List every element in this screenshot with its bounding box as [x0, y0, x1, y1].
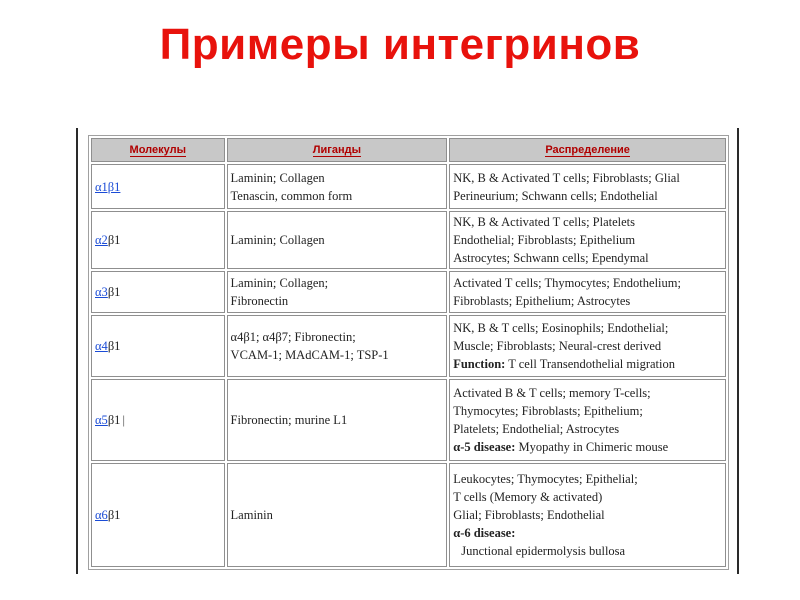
distribution-line	[453, 319, 722, 337]
text-cursor-icon: |	[122, 413, 125, 427]
distribution-text: Leukocytes; Thymocytes; Epithelial;	[453, 472, 638, 486]
distribution-line	[453, 470, 722, 488]
table-header-row	[91, 138, 726, 162]
distribution-text: Junctional epidermolysis bullosa	[461, 544, 626, 558]
distribution-line	[453, 249, 722, 267]
distribution-line	[453, 524, 722, 542]
distribution-text: Platelets; Endothelial; Astrocytes	[453, 422, 620, 436]
molecule-cell	[91, 379, 225, 461]
distribution-line	[453, 187, 722, 205]
distribution-cell	[449, 379, 726, 461]
table-row	[91, 315, 726, 377]
distribution-text: Perineurium; Schwann cells; Endothelial	[453, 188, 658, 203]
distribution-line	[453, 420, 722, 438]
table-row	[91, 164, 726, 209]
header-ligands	[227, 138, 448, 162]
molecule-link[interactable]: α4	[95, 339, 108, 353]
ligands-cell	[227, 271, 448, 313]
molecule-link[interactable]: α2	[95, 233, 108, 247]
ligands-cell	[227, 315, 448, 377]
distribution-line	[453, 542, 722, 560]
table-body	[91, 164, 726, 567]
ligand-line: Fibronectin; murine L1	[230, 413, 348, 427]
distribution-line	[453, 506, 722, 524]
distribution-label: α-6 disease:	[453, 526, 516, 540]
slide-title: Примеры интегринов	[159, 20, 641, 69]
table-row	[91, 379, 726, 461]
distribution-text: Activated T cells; Thymocytes; Endothelium;	[453, 276, 681, 290]
distribution-text: Thymocytes; Fibroblasts; Epithelium;	[453, 404, 643, 418]
integrin-table	[88, 135, 729, 570]
molecule-suffix: β1	[107, 508, 121, 522]
header-molecules	[91, 138, 225, 162]
distribution-text: Activated B & T cells; memory T-cells;	[453, 386, 651, 400]
molecule-suffix: β1	[107, 285, 121, 299]
distribution-text: NK, B & Activated T cells; Platelets	[453, 215, 636, 229]
header-ligands-label: Лиганды	[312, 144, 361, 156]
distribution-text: Endothelial; Fibroblasts; Epithelium	[453, 233, 636, 247]
ligands-cell	[227, 164, 448, 209]
molecule-suffix: β1	[107, 339, 121, 353]
ligands-cell	[227, 379, 448, 461]
molecule-link[interactable]: α3	[95, 285, 108, 299]
distribution-cell	[449, 463, 726, 567]
molecule-cell	[91, 164, 225, 209]
distribution-line	[453, 488, 722, 506]
molecule-cell	[91, 463, 225, 567]
ligand-line: α4β1; α4β7; Fibronectin;	[230, 330, 356, 344]
ligand-line: Laminin; Collagen	[230, 233, 325, 247]
distribution-text: T cells (Memory & activated)	[453, 490, 603, 504]
distribution-text: Glial; Fibroblasts; Endothelial	[453, 508, 605, 522]
distribution-text: Muscle; Fibroblasts; Neural-crest derived	[453, 339, 662, 353]
ligand-line: Laminin; Collagen;	[230, 276, 329, 290]
distribution-line	[453, 337, 722, 355]
ligand-line: Laminin; Collagen	[230, 170, 325, 185]
distribution-cell	[449, 164, 726, 209]
distribution-line	[453, 355, 722, 373]
distribution-text: Fibroblasts; Epithelium; Astrocytes	[453, 294, 631, 308]
header-molecules-label: Молекулы	[129, 144, 186, 156]
ligands-cell	[227, 211, 448, 269]
molecule-cell	[91, 211, 225, 269]
distribution-label: α-5 disease:	[453, 440, 516, 454]
distribution-line	[453, 292, 722, 310]
molecule-link[interactable]: α5	[95, 413, 108, 427]
header-distribution-label: Распределение	[545, 144, 630, 156]
distribution-line	[453, 402, 722, 420]
ligands-cell	[227, 463, 448, 567]
ligand-line: Tenascin, common form	[230, 188, 353, 203]
distribution-line	[453, 213, 722, 231]
molecule-link[interactable]: α6	[95, 508, 108, 522]
distribution-text: NK, B & Activated T cells; Fibroblasts; Glial	[453, 170, 680, 185]
molecule-suffix: β1	[107, 413, 121, 427]
distribution-cell	[449, 211, 726, 269]
distribution-line	[453, 274, 722, 292]
table-row	[91, 271, 726, 313]
distribution-line	[453, 438, 722, 456]
distribution-line	[453, 231, 722, 249]
ligand-line: Fibronectin	[230, 294, 289, 308]
ligand-line: VCAM-1; MAdCAM-1; TSP-1	[230, 348, 389, 362]
molecule-cell	[91, 271, 225, 313]
header-distribution	[449, 138, 726, 162]
ligand-line: Laminin	[230, 508, 273, 522]
distribution-text: Myopathy in Chimeric mouse	[515, 440, 669, 454]
distribution-cell	[449, 315, 726, 377]
distribution-cell	[449, 271, 726, 313]
distribution-text: Astrocytes; Schwann cells; Ependymal	[453, 251, 649, 265]
distribution-text: T cell Transendothelial migration	[505, 357, 675, 371]
molecule-cell	[91, 315, 225, 377]
table-row	[91, 463, 726, 567]
molecule-link[interactable]: α1β1	[95, 179, 121, 194]
distribution-label: Function:	[453, 357, 506, 371]
distribution-line	[453, 169, 722, 187]
distribution-text: NK, B & T cells; Eosinophils; Endothelial;	[453, 321, 669, 335]
molecule-suffix: β1	[107, 233, 121, 247]
table-row	[91, 211, 726, 269]
distribution-line	[453, 384, 722, 402]
